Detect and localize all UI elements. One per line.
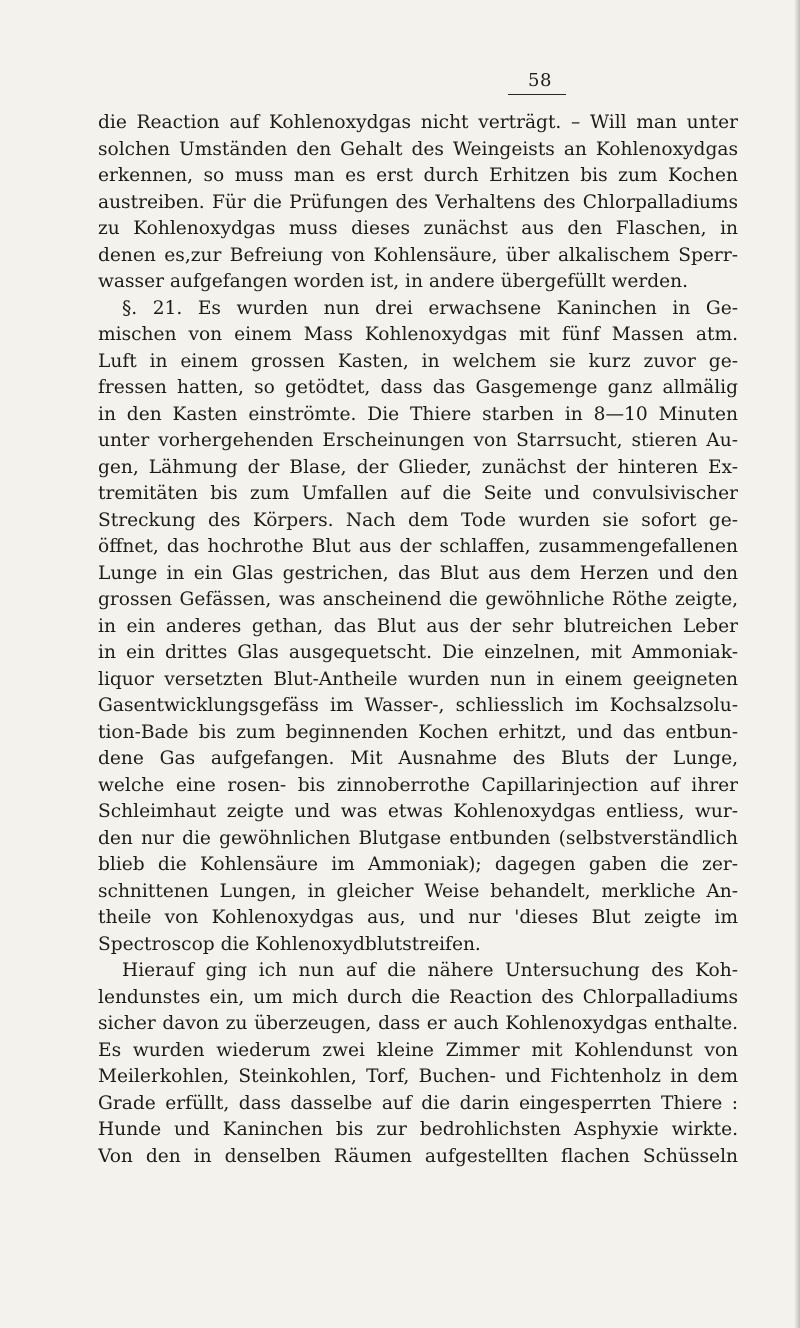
page-number-underline — [508, 94, 566, 95]
text-line: öffnet, das hochrothe Blut aus der schlaffen, zusammengefallenen — [98, 536, 738, 557]
text-line: Luft in einem grossen Kasten, in welchem sie kurz zuvor ge- — [98, 350, 738, 372]
text-line: Es wurden wiederum zwei kleine Zimmer mit Kohlendunst von — [98, 1039, 738, 1061]
text-line: erkennen, so muss man es erst durch Erhitzen bis zum Kochen — [98, 165, 738, 186]
text-line: grossen Gefässen, was anscheinend die gewöhnliche Röthe zeigte, — [98, 589, 738, 610]
body-text — [98, 110, 738, 1170]
text-line: lendunstes ein, um mich durch die Reaction des Chlorpalladiums — [98, 986, 738, 1008]
text-line: in ein drittes Glas ausgequetscht. Die einzelnen, mit Ammoniak- — [98, 642, 738, 663]
text-line: tion-Bade bis zum beginnenden Kochen erhitzt, und das entbun- — [98, 721, 738, 743]
paragraph-2 — [98, 296, 738, 959]
text-line: austreiben. Für die Prüfungen des Verhaltens des Chlorpalladiums — [98, 191, 738, 213]
page-edge-shadow — [794, 0, 800, 1328]
text-line: welche eine rosen- bis zinnoberrothe Capillarinjection auf ihrer — [98, 774, 738, 796]
text-line: wasser aufgefangen worden ist, in andere übergefüllt werden. — [98, 271, 689, 292]
text-line: in den Kasten einströmte. Die Thiere starben in 8—10 Minuten — [98, 403, 738, 425]
text-line: Spectroscop die Kohlenoxydblutstreifen. — [98, 933, 481, 955]
text-line: Lunge in ein Glas gestrichen, das Blut aus dem Herzen und den — [98, 562, 738, 584]
text-line: blieb die Kohlensäure im Ammoniak); dagegen gaben die zer- — [98, 854, 738, 875]
text-line: liquor versetzten Blut-Antheile wurden nun in einem geeigneten — [98, 668, 738, 690]
text-line: fressen hatten, so getödtet, dass das Gasgemenge ganz allmälig — [98, 377, 738, 398]
text-line: gen, Lähmung der Blase, der Glieder, zunächst der hinteren Ex- — [98, 456, 738, 478]
text-line: zu Kohlenoxydgas muss dieses zunächst aus den Flaschen, in — [98, 218, 738, 239]
text-line: solchen Umständen den Gehalt des Weingeists an Kohlenoxydgas — [98, 138, 738, 160]
text-line: Meilerkohlen, Steinkohlen, Torf, Buchen- und Fichtenholz in dem — [98, 1066, 738, 1087]
text-line: den nur die gewöhnlichen Blutgase entbunden (selbstverständlich — [98, 827, 738, 849]
text-line: §. 21. Es wurden nun drei erwachsene Kaninchen in Ge- — [122, 297, 738, 319]
text-line: Streckung des Körpers. Nach dem Tode wurden sie sofort ge- — [98, 509, 738, 531]
text-line: Grade erfüllt, dass dasselbe auf die darin eingesperrten Thiere : — [98, 1092, 738, 1114]
text-line: sicher davon zu überzeugen, dass er auch Kohlenoxydgas enthalte. — [98, 1013, 738, 1034]
paragraph-1 — [98, 110, 738, 296]
text-line: Von den in denselben Räumen aufgestellten flachen Schüsseln — [98, 1145, 738, 1167]
text-line: Gasentwicklungsgefäss im Wasser-, schliesslich im Kochsalzsolu- — [98, 695, 738, 716]
text-line: die Reaction auf Kohlenoxydgas nicht verträgt. – Will man unter — [98, 112, 738, 133]
text-line: dene Gas aufgefangen. Mit Ausnahme des Bluts der Lunge, — [98, 748, 738, 769]
text-line: Hierauf ging ich nun auf die nähere Untersuchung des Koh- — [122, 960, 738, 981]
text-line: tremitäten bis zum Umfallen auf die Seite und convulsivischer — [98, 483, 738, 504]
text-line: mischen von einem Mass Kohlenoxydgas mit fünf Massen atm. — [98, 324, 738, 345]
paragraph-3 — [98, 958, 738, 1170]
text-line: schnittenen Lungen, in gleicher Weise behandelt, merkliche An- — [98, 880, 738, 902]
text-line: theile von Kohlenoxydgas aus, und nur 'dieses Blut zeigte im — [98, 907, 738, 928]
text-line: unter vorhergehenden Erscheinungen von Starrsucht, stieren Au- — [98, 430, 738, 451]
text-line: denen es,zur Befreiung von Kohlensäure, über alkalischem Sperr- — [98, 244, 738, 266]
text-line: in ein anderes gethan, das Blut aus der sehr blutreichen Leber — [98, 615, 738, 637]
text-line: Schleimhaut zeigte und was etwas Kohlenoxydgas entliess, wur- — [98, 801, 738, 822]
page-number: 58 — [528, 70, 552, 91]
text-line: Hunde und Kaninchen bis zur bedrohlichsten Asphyxie wirkte. — [98, 1119, 738, 1140]
